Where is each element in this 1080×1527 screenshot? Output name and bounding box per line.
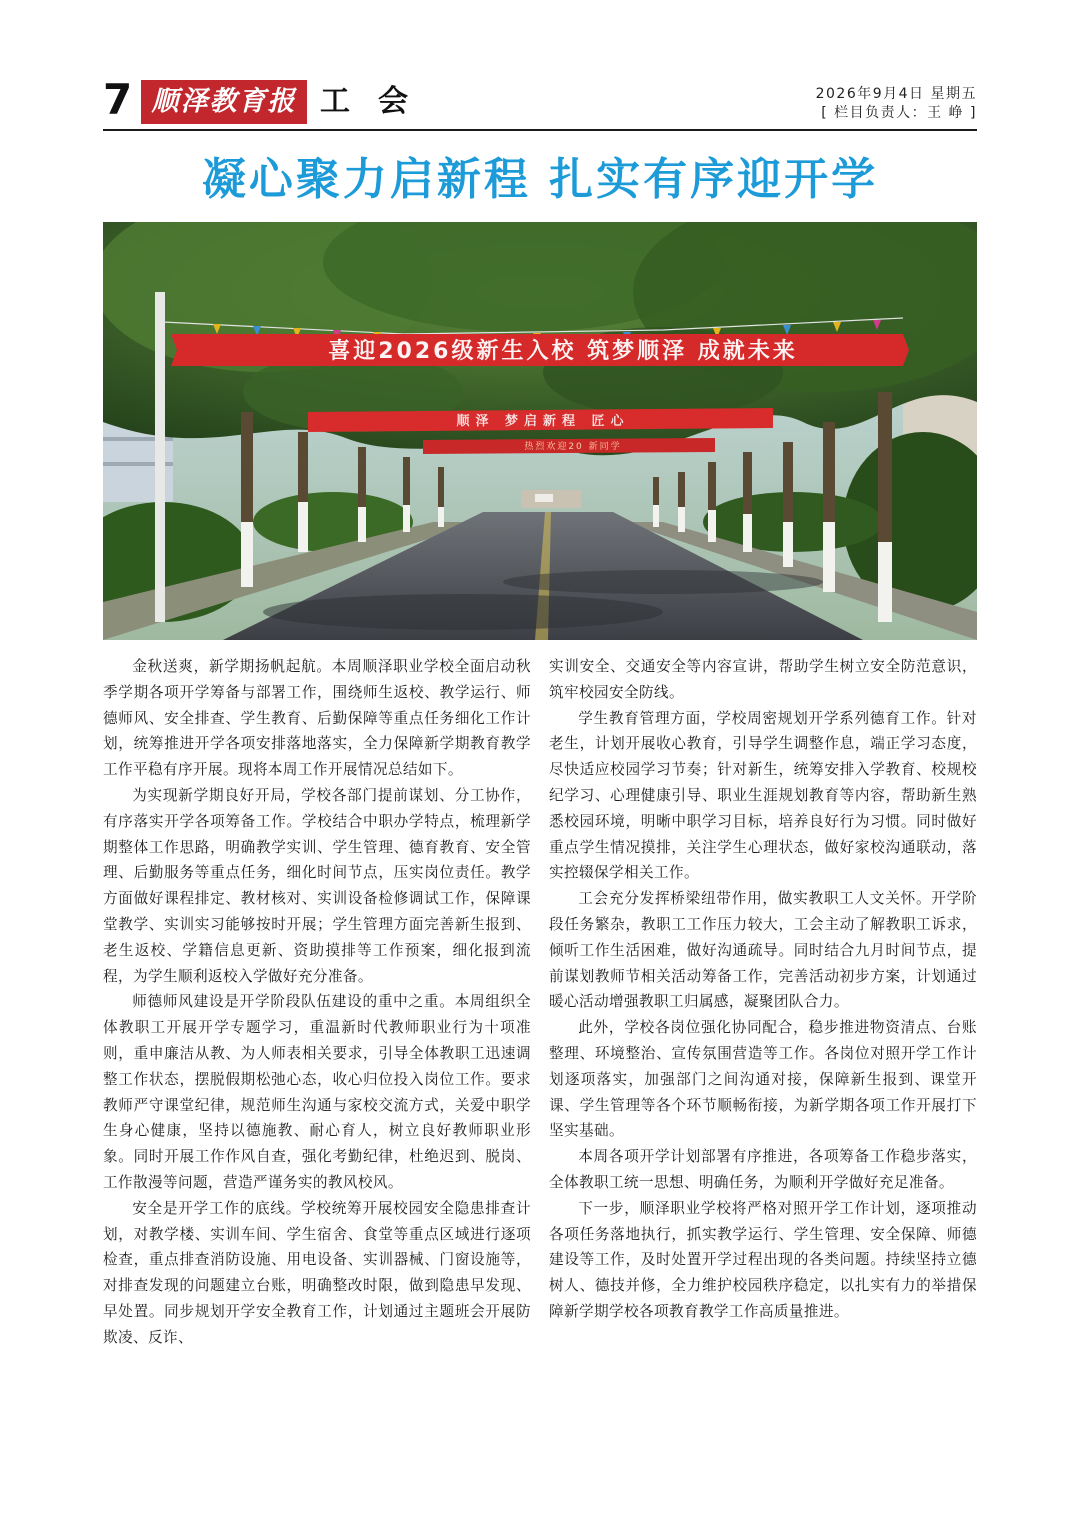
section-title: 工会 <box>320 84 436 119</box>
paragraph-preparation: 为实现新学期良好开局，学校各部门提前谋划、分工协作，有序落实开学各项筹备工作。学校结合中职办学特点，梳理新学期整体工作思路，明确教学实训、学生管理、德育教育、安全管理、后勤服务等重点任务，细化时间节点，压实岗位责任。教学方面做好课程排定、教材核对、实训设备检修调试工作，保障课堂教学、实训实习能够按时开展；学生管理方面完善新生报到、老生返校、学籍信息更新、资助摸排等工作预案，细化报到流程，为学生顺利返校入学做好充分准备。 <box>103 786 531 985</box>
paragraph-student-education: 学生教育管理方面，学校周密规划开学系列德育工作。针对老生，计划开展收心教育，引导学生调整作息，端正学习态度，尽快适应校园学习节奏；针对新生，统筹安排入学教育、校规校纪学习、心理健康引导、职业生涯规划教育等内容，帮助新生熟悉校园环境，明晰中职学习目标，培养良好行为习惯。同时做好重点学生情况摸排，关注学生心理状态，做好家校沟通联动，落实控辍保学相关工作。 <box>549 709 977 882</box>
paragraph-next-steps: 下一步，顺泽职业学校将严格对照开学工作计划，逐项推动各项任务落地执行，抓实教学运行、学生管理、安全保障、师德建设等工作，及时处置开学过程出现的各类问题。持续坚持立德树人、德技并修，全力维护校园秩序稳定，以扎实有力的举措保障新学期学校各项教育教学工作高质量推进。 <box>549 1199 977 1320</box>
article-headline: 凝心聚力启新程 扎实有序迎开学 <box>201 154 879 205</box>
issue-date: 2026年9月4日 星期五 <box>815 86 977 102</box>
paragraph-intro: 金秋送爽，新学期扬帆起航。本周顺泽职业学校全面启动秋季学期各项开学筹备与部署工作，围绕师生返校、教学运行、师德师风、安全排查、学生教育、后勤保障等重点任务细化工作计划，统筹推进开学各项安排落地落实，全力保障新学期教育教学工作平稳有序开展。现将本周工作开展情况总结如下。 <box>103 658 531 779</box>
article-column-right <box>549 654 977 1434</box>
paragraph-safety-continued: 实训安全、交通安全等内容宣讲，帮助学生树立安全防范意识，筑牢校园安全防线。 <box>549 658 977 701</box>
header-divider <box>103 129 977 131</box>
paragraph-teacher-ethics: 师德师风建设是开学阶段队伍建设的重中之重。本周组织全体教职工开展开学专题学习，重温新时代教师职业行为十项准则，重申廉洁从教、为人师表相关要求，引导全体教职工迅速调整工作状态，摆脱假期松弛心态，收心归位投入岗位工作。要求教师严守课堂纪律，规范师生沟通与家校交流方式，关爱中职学生身心健康，坚持以德施教、耐心育人，树立良好教师职业形象。同时开展工作作风自查，强化考勤纪律，杜绝迟到、脱岗、工作散漫等问题，营造严谨务实的教风校风。 <box>103 993 531 1191</box>
welcome-banner-second: 顺泽 梦启新程 匠心 <box>456 414 630 429</box>
page-header <box>0 0 1080 132</box>
paragraph-coordination: 此外，学校各岗位强化协同配合，稳步推进物资清点、台账整理、环境整治、宣传氛围营造等工作。各岗位对照开学工作计划逐项落实，加强部门之间沟通对接，保障新生报到、课堂开课、学生管理等各个环节顺畅衔接，为新学期各项工作开展打下坚实基础。 <box>549 1019 977 1140</box>
welcome-banner-main: 喜迎2026级新生入校 筑梦顺泽 成就未来 <box>328 339 798 364</box>
welcome-banner-third: 热烈欢迎20 新同学 <box>524 442 622 452</box>
paragraph-summary: 本周各项开学计划部署有序推进，各项筹备工作稳步落实，全体教职工统一思想、明确任务，为顺利开学做好充足准备。 <box>549 1148 977 1191</box>
paragraph-union-care: 工会充分发挥桥梁纽带作用，做实教职工人文关怀。开学阶段任务繁杂，教职工工作压力较大，工会主动了解教职工诉求，倾听工作生活困难，做好沟通疏导。同时结合九月时间节点，提前谋划教师节相关活动筹备工作，完善活动初步方案，计划通过暖心活动增强教职工归属感，凝聚团队合力。 <box>549 890 977 1011</box>
page-number: 7 <box>103 75 133 124</box>
campus-road-photo <box>103 222 977 640</box>
article-body <box>103 654 977 1434</box>
column-editor: [ 栏目负责人：王 峥 ] <box>821 105 977 121</box>
article-column-left <box>103 654 531 1434</box>
paragraph-safety: 安全是开学工作的底线。学校统筹开展校园安全隐患排查计划，对教学楼、实训车间、学生宿舍、食堂等重点区域进行逐项检查，重点排查消防设施、用电设备、实训器械、门窗设施等，对排查发现的问题建立台账，明确整改时限，做到隐患早发现、早处置。同步规划开学安全教育工作，计划通过主题班会开展防欺凌、反诈、 <box>103 1199 531 1346</box>
newspaper-logo: 顺泽教育报 <box>141 80 307 124</box>
